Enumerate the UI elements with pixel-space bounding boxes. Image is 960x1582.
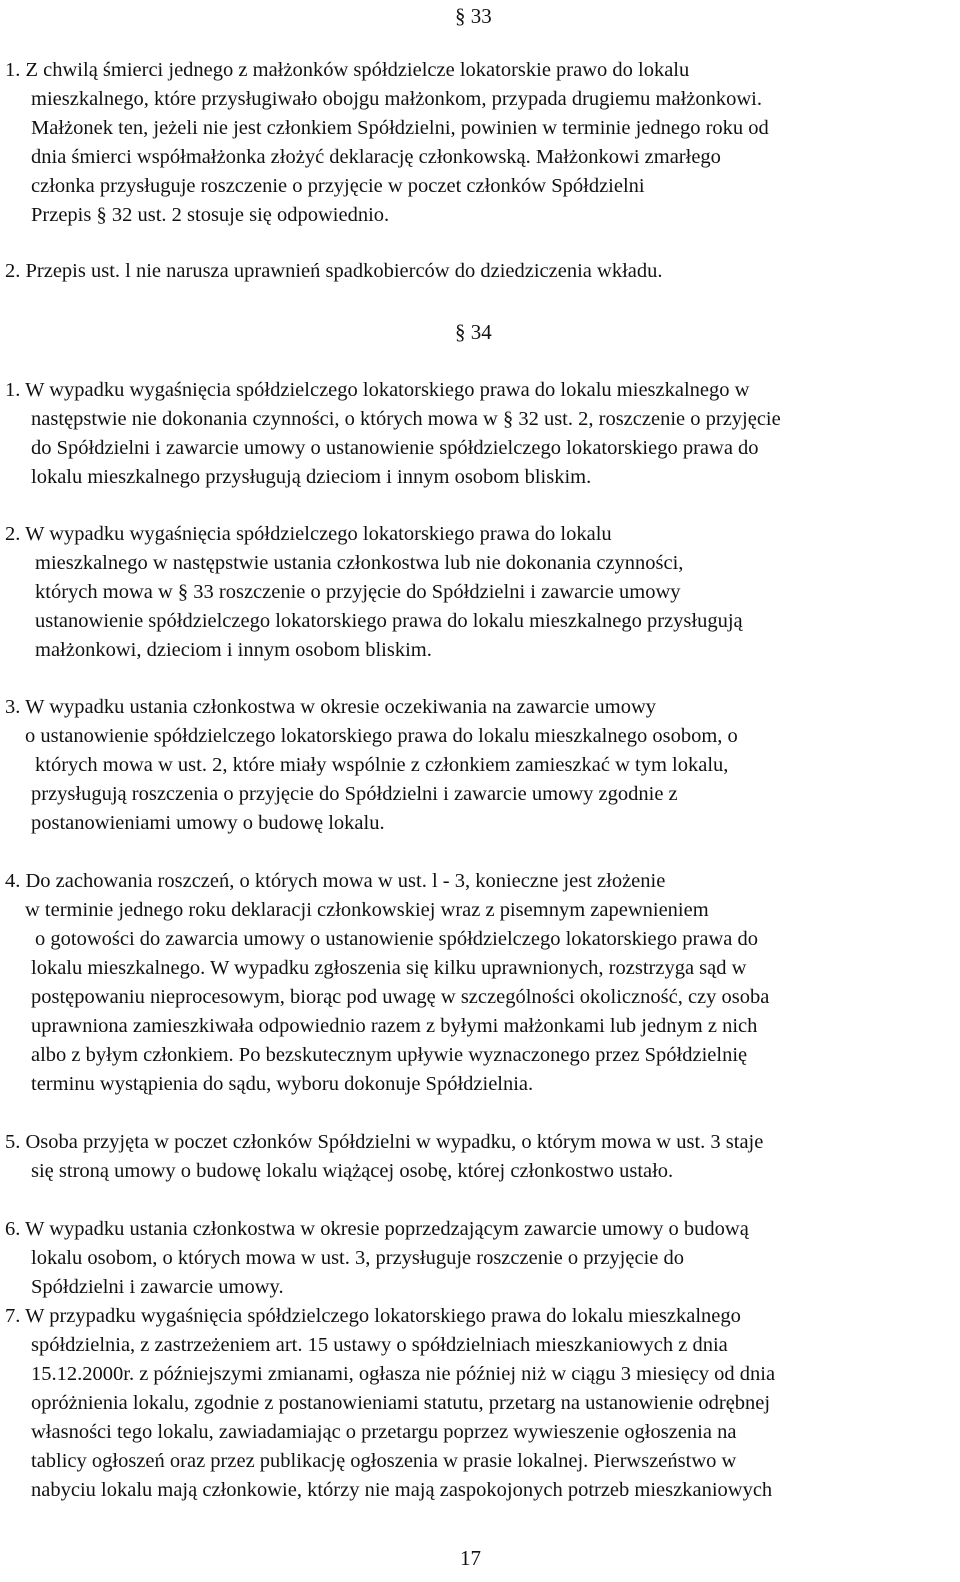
text-line: postępowaniu nieprocesowym, biorąc pod uwagę w szczególności okoliczność, czy osoba [31, 986, 770, 1008]
text-line: albo z byłym członkiem. Po bezskutecznym upływie wyznaczonego przez Spółdzielnię [31, 1044, 748, 1066]
section-33-paragraph-2 [5, 257, 940, 286]
text-line: przysługują roszczenia o przyjęcie do Spółdzielni i zawarcie umowy zgodnie z [31, 783, 678, 805]
text-line: ustanowienie spółdzielczego lokatorskiego prawa do lokalu mieszkalnego przysługują [35, 610, 743, 632]
text-line: własności tego lokalu, zawiadamiając o przetargu poprzez wywieszenie ogłoszenia na [31, 1421, 737, 1443]
section-34-paragraph-3 [5, 693, 940, 838]
text-line: 3. W wypadku ustania członkostwa w okresie oczekiwania na zawarcie umowy [5, 696, 657, 718]
section-34-paragraph-4 [5, 867, 940, 1099]
text-line: Małżonek ten, jeżeli nie jest członkiem Spółdzielni, powinien w terminie jednego roku od [31, 117, 769, 139]
section-34-paragraph-7 [5, 1302, 940, 1505]
text-line: następstwie nie dokonania czynności, o których mowa w § 32 ust. 2, roszczenie o przyjęcie [31, 408, 781, 430]
section-33-paragraph-1 [5, 56, 940, 230]
text-line: 1. Z chwilą śmierci jednego z małżonków spółdzielcze lokatorskie prawo do lokalu [5, 59, 690, 81]
text-line: 1. W wypadku wygaśnięcia spółdzielczego lokatorskiego prawa do lokalu mieszkalnego w [5, 379, 750, 401]
section-34-paragraph-5 [5, 1128, 940, 1186]
text-line: spółdzielnia, z zastrzeżeniem art. 15 ustawy o spółdzielniach mieszkaniowych z dnia [31, 1334, 728, 1356]
section-34-paragraph-6 [5, 1215, 940, 1302]
text-line: Spółdzielni i zawarcie umowy. [31, 1276, 284, 1298]
text-line: o ustanowienie spółdzielczego lokatorskiego prawa do lokalu mieszkalnego osobom, o [25, 725, 738, 747]
text-line: o gotowości do zawarcia umowy o ustanowienie spółdzielczego lokatorskiego prawa do [35, 928, 758, 950]
text-line: Przepis § 32 ust. 2 stosuje się odpowiednio. [31, 204, 390, 226]
text-line: nabyciu lokalu mają członkowie, którzy nie mają zaspokojonych potrzeb mieszkaniowych [31, 1479, 773, 1501]
text-line: uprawniona zamieszkiwała odpowiednio razem z byłymi małżonkami lub jednym z nich [31, 1015, 758, 1037]
text-line: 7. W przypadku wygaśnięcia spółdzielczego lokatorskiego prawa do lokalu mieszkalnego [5, 1305, 741, 1327]
text-line: 5. Osoba przyjęta w poczet członków Spółdzielni w wypadku, o którym mowa w ust. 3 staje [5, 1131, 764, 1153]
text-line: których mowa w § 33 roszczenie o przyjęcie do Spółdzielni i zawarcie umowy [35, 581, 681, 603]
text-line: 15.12.2000r. z późniejszymi zmianami, ogłasza nie później niż w ciągu 3 miesięcy od dnia [31, 1363, 776, 1385]
text-line: członka przysługuje roszczenie o przyjęcie w poczet członków Spółdzielni [31, 175, 645, 197]
text-line: opróżnienia lokalu, zgodnie z postanowieniami statutu, przetarg na ustanowienie odrębnej [31, 1392, 771, 1414]
text-line: lokalu mieszkalnego przysługują dzieciom i innym osobom bliskim. [31, 466, 592, 488]
text-line: postanowieniami umowy o budowę lokalu. [31, 812, 385, 834]
text-line: terminu wystąpienia do sądu, wyboru dokonuje Spółdzielnia. [31, 1073, 534, 1095]
section-33-heading: § 33 [455, 4, 492, 28]
section-34-paragraph-1 [5, 376, 940, 492]
text-line: 2. Przepis ust. l nie narusza uprawnień spadkobierców do dziedziczenia wkładu. [5, 260, 663, 282]
text-line: mieszkalnego w następstwie ustania członkostwa lub nie dokonania czynności, [35, 552, 684, 574]
text-line: których mowa w ust. 2, które miały wspólnie z członkiem zamieszkać w tym lokalu, [35, 754, 729, 776]
text-line: 2. W wypadku wygaśnięcia spółdzielczego lokatorskiego prawa do lokalu [5, 523, 612, 545]
text-line: tablicy ogłoszeń oraz przez publikację ogłoszenia w prasie lokalnej. Pierwszeństwo w [31, 1450, 737, 1472]
text-line: małżonkowi, dzieciom i innym osobom bliskim. [35, 639, 432, 661]
text-line: 6. W wypadku ustania członkostwa w okresie poprzedzającym zawarcie umowy o budową [5, 1218, 749, 1240]
text-line: dnia śmierci współmałżonka złożyć deklarację członkowską. Małżonkowi zmarłego [31, 146, 721, 168]
text-line: w terminie jednego roku deklaracji członkowskiej wraz z pisemnym zapewnieniem [25, 899, 709, 921]
text-line: 4. Do zachowania roszczeń, o których mowa w ust. l - 3, konieczne jest złożenie [5, 870, 666, 892]
text-line: lokalu osobom, o których mowa w ust. 3, przysługuje roszczenie o przyjęcie do [31, 1247, 684, 1269]
text-line: lokalu mieszkalnego. W wypadku zgłoszenia się kilku uprawnionych, rozstrzyga sąd w [31, 957, 747, 979]
text-line: mieszkalnego, które przysługiwało obojgu małżonkom, przypada drugiemu małżonkowi. [31, 88, 762, 110]
text-line: do Spółdzielni i zawarcie umowy o ustanowienie spółdzielczego lokatorskiego prawa do [31, 437, 759, 459]
page-number: 17 [460, 1546, 481, 1570]
text-line: się stroną umowy o budowę lokalu wiążącej osobę, której członkostwo ustało. [31, 1160, 674, 1182]
section-34-paragraph-2 [5, 520, 940, 665]
section-34-heading: § 34 [455, 320, 492, 344]
